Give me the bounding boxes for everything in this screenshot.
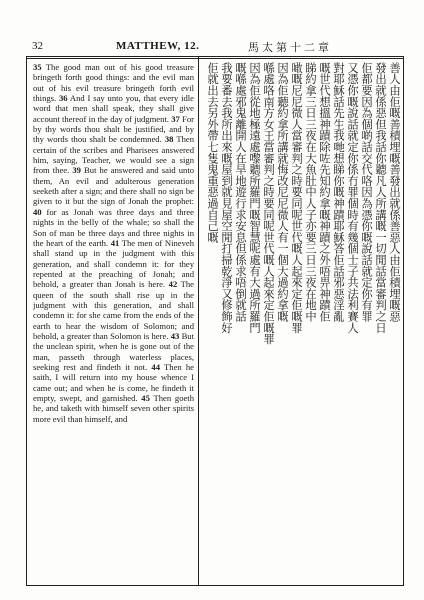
- page-number: 32: [32, 40, 43, 52]
- chinese-text-line: 因為佢從地極遠處嚟聽所羅門嘅智慧呢處有大過所羅門: [248, 62, 261, 334]
- chinese-text-line: 對耶穌話先生我哋想睇你嘅神蹟耶穌答佢話邪惡淫亂: [332, 62, 345, 322]
- verse-number: 44: [151, 361, 160, 372]
- chinese-text-line: 善人由佢嘅善積埋嘅善發出就係善惡人由佢積埋嘅惡: [388, 62, 401, 322]
- verse-text: for as Jonah was three days and three nights in the belly of the whale; so shall the Son of man be three days and three nights in the heart of the earth.: [33, 206, 194, 248]
- verse-number: 45: [141, 393, 150, 403]
- verse-text: The good man out of his good treasure bringeth forth good things: and the evil man out of his evil treasure bringeth forth evil things.: [33, 62, 194, 104]
- header-rule: [26, 56, 404, 57]
- verse-number: 41: [110, 237, 120, 248]
- verse-text: But the unclean spirit, when he is gone out of the man, passeth through waterless places, seeking rest and findeth it not.: [33, 330, 194, 372]
- chapter-heading: MATTHEW, 12.: [116, 40, 200, 52]
- verse-text: Then certain of the scribes and Pharisees answered him, saying, Teacher, we would see a sign from thee.: [33, 134, 194, 176]
- chinese-text-line: 喺處咯南方女王當審判之時要同呢世代嘅人起來定佢嘅罪: [262, 62, 275, 345]
- chinese-text-line: 嘅喺處邪鬼離開人在旱地遊行求安息但係求唔倒就話: [234, 62, 247, 322]
- chinese-text-line: 嘅世代想搵神蹟除咗先知約拿嘅神蹟之外唔畀神蹟佢: [318, 62, 331, 322]
- verse-number: 36: [58, 93, 68, 104]
- verse-number: 40: [33, 206, 42, 217]
- verse-text: But he answered and said unto them, An evil and adulterous generation seeketh after a sign; and there shall no sign be given to it but the sign of Jonah the prophet:: [33, 165, 194, 207]
- english-verses: [33, 62, 194, 424]
- verse-text: For by thy words thou shalt be justified, and by thy words thou shalt be condemned.: [33, 113, 194, 145]
- chinese-text-line: 噉嘅尼尼微人當審判之時要同呢世代嘅人起來定佢嘅罪: [290, 62, 303, 334]
- chinese-text-line: 因為佢聽約拿所講就悔改尼尼微人有一個大過約拿嘅: [276, 62, 289, 322]
- verse-number: 39: [72, 165, 81, 176]
- verse-number: 37: [171, 113, 180, 124]
- header-rule-double: [26, 58, 404, 59]
- bottom-rule: [26, 585, 404, 586]
- verse-number: 43: [170, 330, 180, 341]
- verse-number: 42: [168, 279, 178, 290]
- verse-number: 38: [164, 134, 174, 145]
- right-border: [403, 56, 404, 585]
- verse-text: Then goeth he, and taketh with himself seven other spirits more evil than himself, and: [33, 393, 194, 424]
- chinese-text-column: [203, 62, 401, 582]
- chinese-text-line: 發出就係惡但我話你聽凡人所講嘅一切閒話當審判之日: [374, 62, 387, 334]
- chinese-text-line: 睇約拿三日三夜在大魚肚中人子亦要三日三夜在地中: [304, 62, 317, 322]
- chinese-text-line: 佢就出去另外帶七隻鬼重惡過自己嘅: [206, 62, 219, 243]
- left-border: [26, 56, 27, 585]
- column-divider: [198, 56, 199, 585]
- chinese-text-line: 佢都要因為個啲話交代咯因為憑你嘅說話就定你有罪: [360, 62, 373, 322]
- verse-text: The men of Nineveh shall stand up in the judgment with this generation, and shall condemn it: for they repented at the preaching of Jonah; and behold, a greater than Jonah is here.: [33, 237, 194, 290]
- chinese-chapter-heading: 馬太第十二章: [248, 41, 332, 54]
- verse-text: And I say unto you, that every idle word that men shall speak, they shall give account thereof in the day of judgment.: [33, 93, 194, 124]
- english-text-column: [33, 62, 194, 582]
- verse-text: Then he saith, I will return into my house whence I came out; and when he is come, he findeth it empty, swept, and garnished.: [33, 361, 194, 403]
- verse-number: 35: [33, 62, 42, 72]
- chinese-text-line: 又憑你嘅說話就定你係冇罪個時有幾個士子共法利賽人: [346, 62, 359, 334]
- page-header: [26, 38, 404, 56]
- chinese-text-line: 我要番去我所出來嘅屋到就見屋空閒打掃乾淨又修飾好: [220, 62, 233, 334]
- verse-text: The queen of the south shall rise up in the judgment with this generation, and shall condemn it: for she came from the ends of the earth to hear the wisdom of Solomon; and behold, a greater than Solomon is here.: [33, 279, 194, 341]
